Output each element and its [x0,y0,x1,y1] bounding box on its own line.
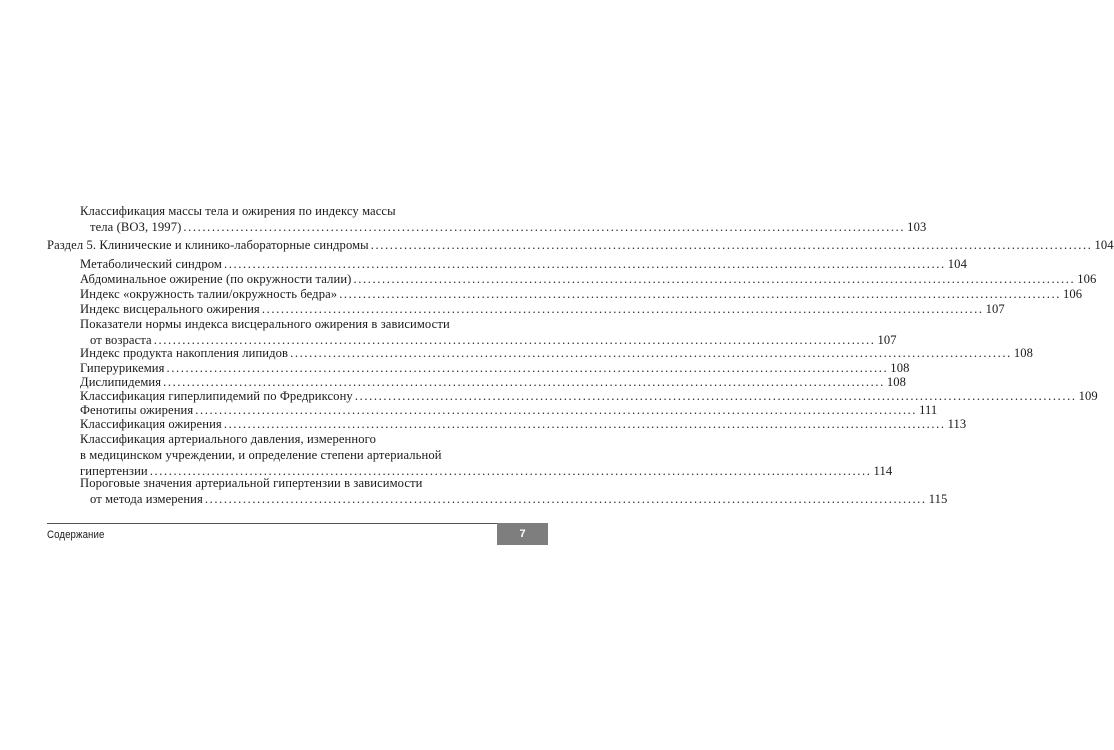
toc-entry-title: Индекс продукта накопления липидов [80,346,289,360]
toc-entry-title: Дислипидемия [80,375,162,389]
leader-dots: ........................................................................................................................................................ [204,492,927,506]
leader-dots: ........................................................................................................................................................ [163,375,885,389]
leader-dots: ........................................................................................................................................................ [195,403,918,417]
toc-page-number: 104 [1094,238,1114,252]
toc-page-number: 108 [886,375,907,389]
toc-entry-title: Индекс «окружность талии/окружность бедра» [80,287,338,301]
toc-entry-title: Классификация артериального давления, измеренного [80,432,376,446]
toc-page-number: 106 [1077,272,1097,286]
leader-dots: ........................................................................................................................................................ [183,220,906,234]
footer-section-label: Содержание [47,529,105,541]
toc-page-number: 113 [947,417,967,431]
toc-entry-title: Индекс висцерального ожирения [80,302,260,316]
toc-section-heading [47,237,1114,253]
leader-dots: ........................................................................................................................................................ [166,361,889,375]
toc-entry-title: Фенотипы ожирения [80,403,194,417]
toc-page-number: 107 [877,333,897,347]
toc-entry-title: Гиперурикемия [80,361,165,375]
page-number-badge [497,523,548,545]
toc-entry-title: Раздел 5. Клинические и клинико-лабораторные синдромы [47,238,369,252]
toc-entry-title: от метода измерения [90,492,203,506]
toc-entry [80,431,893,479]
toc-entry-title: Метаболический синдром [80,257,223,271]
toc-entry [80,286,1083,302]
leader-dots: ........................................................................................................................................................ [353,272,1076,286]
leader-dots: ........................................................................................................................................................ [149,464,872,478]
leader-dots: ........................................................................................................................................................ [370,238,1093,252]
toc-page-number: 111 [919,403,938,417]
toc-entry-title: от возраста [90,333,152,347]
toc-entry-title: Пороговые значения артериальной гипертензии в зависимости [80,476,423,490]
toc-page-number: 107 [985,302,1005,316]
toc-entry-title: в медицинском учреждении, и определение степени артериальной [80,448,442,462]
toc-entry-title: гипертензии [80,464,148,478]
leader-dots: ........................................................................................................................................................ [223,417,946,431]
toc-entry-title: Абдоминальное ожирение (по окружности талии) [80,272,352,286]
toc-entry [80,316,897,348]
leader-dots: ........................................................................................................................................................ [153,333,876,347]
toc-entry-title: Показатели нормы индекса висцерального ожирения в зависимости [80,317,450,331]
toc-entry [80,271,1097,287]
toc-entry-title: тела (ВОЗ, 1997) [90,220,182,234]
toc-page-number: 103 [907,220,927,234]
toc-page-number: 114 [873,464,893,478]
page-number: 7 [519,528,526,540]
toc-page-number: 115 [928,492,948,506]
toc-page-number: 108 [890,361,910,375]
toc-entry-title: Классификация гиперлипидемий по Фредриксону [80,389,353,403]
toc-entry [80,203,927,235]
toc-entry [80,256,967,272]
toc-entry [80,345,1034,361]
leader-dots: ........................................................................................................................................................ [339,287,1061,301]
footer-rule [47,523,548,524]
toc-page-number: 109 [1078,389,1098,403]
toc-entry [80,475,948,507]
toc-page-number: 104 [947,257,967,271]
toc-page-number: 106 [1062,287,1083,301]
leader-dots: ........................................................................................................................................................ [354,389,1077,403]
leader-dots: ........................................................................................................................................................ [261,302,984,316]
toc-page-number: 108 [1013,346,1034,360]
leader-dots: ........................................................................................................................................................ [290,346,1012,360]
toc-entry [80,301,1005,317]
toc-entry-title: Классификация ожирения [80,417,222,431]
toc-entry-title: Классификация массы тела и ожирения по индексу массы [80,204,396,218]
leader-dots: ........................................................................................................................................................ [224,257,946,271]
toc-entry [80,416,967,432]
